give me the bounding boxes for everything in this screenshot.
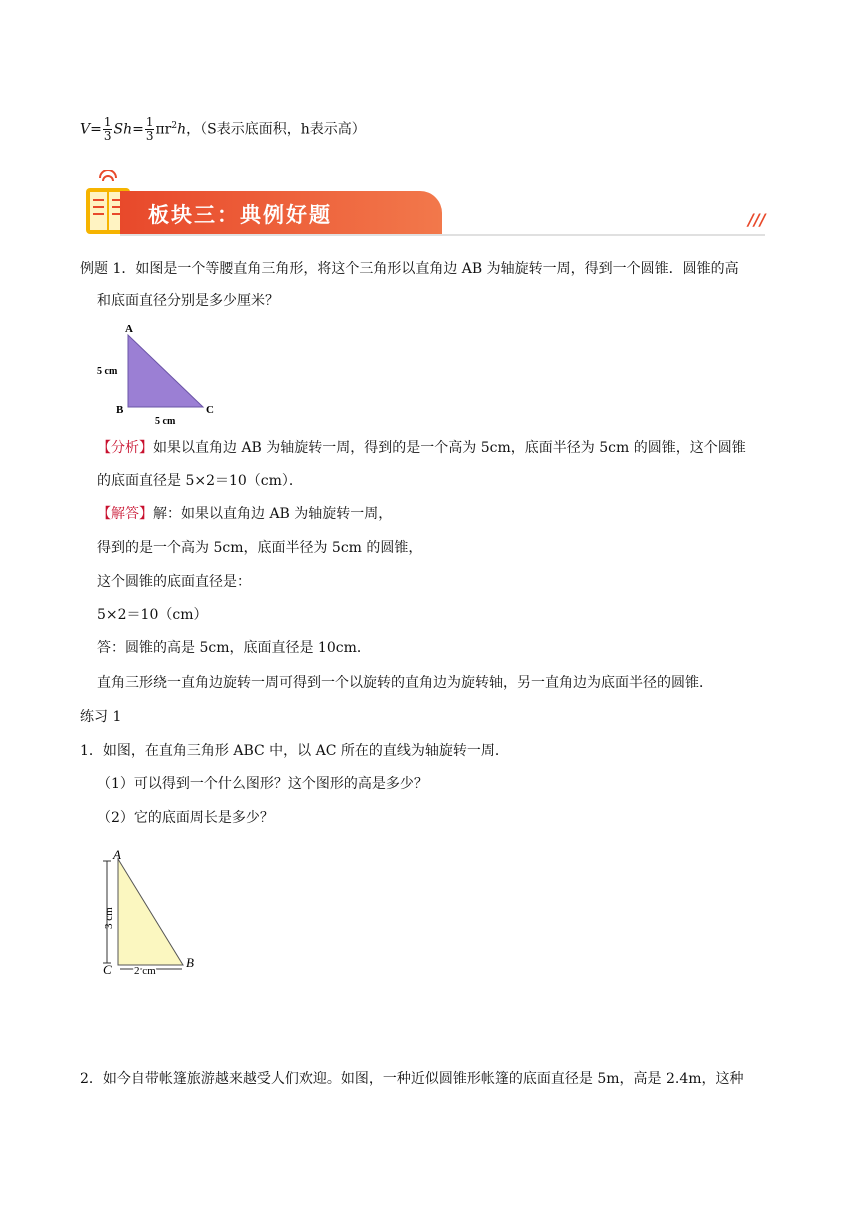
question1: 1．如图，在直角三角形 ABC 中，以 AC 所在的直线为轴旋转一周． [80,743,509,759]
answer-tag: 【解答】 [97,506,153,522]
side-bottom-label: 5 cm [155,416,176,427]
vertex-c-label: C [206,404,214,416]
vertex-b-label: B [116,404,124,416]
example1-line2: 和底面直径分别是多少厘米？ [97,293,279,309]
section-title: 板块三：典例好题 [148,203,332,227]
analysis-line1: 【分析】如果以直角边 AB 为轴旋转一周，得到的是一个高为 5cm，底面半径为 5cm 的圆锥，这个圆锥 [97,440,746,456]
question1-part2: （2）它的底面周长是多少？ [97,810,274,826]
side-left-label: 3 cm [103,907,115,929]
summary-line: 直角三形绕一直角边旋转一周可得到一个以旋转的直角边为旋转轴，另一直角边为底面半径的圆锥． [97,675,713,691]
example1-line1: 例题 1．如图是一个等腰直角三角形，将这个三角形以直角边 AB 为轴旋转一周，得到一个圆锥．圆锥的高 [80,261,739,277]
question1-part1: （1）可以得到一个什么图形？这个图形的高是多少？ [97,776,428,792]
answer-line2: 得到的是一个高为 5cm，底面半径为 5cm 的圆锥， [97,540,423,556]
triangle-abc-figure-2 [98,847,208,982]
answer-line5: 答：圆锥的高是 5cm，底面直径是 10cm． [97,640,371,656]
answer-line1: 【解答】解：如果以直角边 AB 为轴旋转一周， [97,506,393,522]
vertex-b-label: B [186,955,194,970]
analysis-line2: 的底面直径是 5×2＝10（cm）． [97,473,303,489]
banner-rule [120,234,765,236]
answer-line3: 这个圆锥的底面直径是： [97,574,251,590]
side-left-label: 5 cm [97,366,118,377]
fraction: $\frac{1}{3}$ [103,115,112,144]
triangle-abc-figure [95,320,225,428]
vertex-a-label: A [113,847,121,862]
vertex-a-label: A [125,323,133,335]
practice-heading: 练习 1 [80,709,122,725]
vertex-c-label: C [103,962,112,977]
question2: 2．如今自带帐篷旅游越来越受人们欢迎。如图，一种近似圆锥形帐篷的底面直径是 5m，高是 2.4m，这种 [80,1071,744,1087]
section-banner [80,170,770,240]
side-bottom-label: 2 cm [134,965,156,977]
analysis-tag: 【分析】 [97,440,153,456]
fraction: $\frac{1}{3}$ [145,115,154,144]
banner-mark: /// [748,210,766,229]
triangle-shape [118,859,183,965]
answer-line4: 5×2＝10（cm） [97,607,208,623]
volume-formula: V= $\frac{1}{3}$ Sh= $\frac{1}{3}$ $\pi r^2h$，（S表示底面积，h表示高） [80,115,366,144]
